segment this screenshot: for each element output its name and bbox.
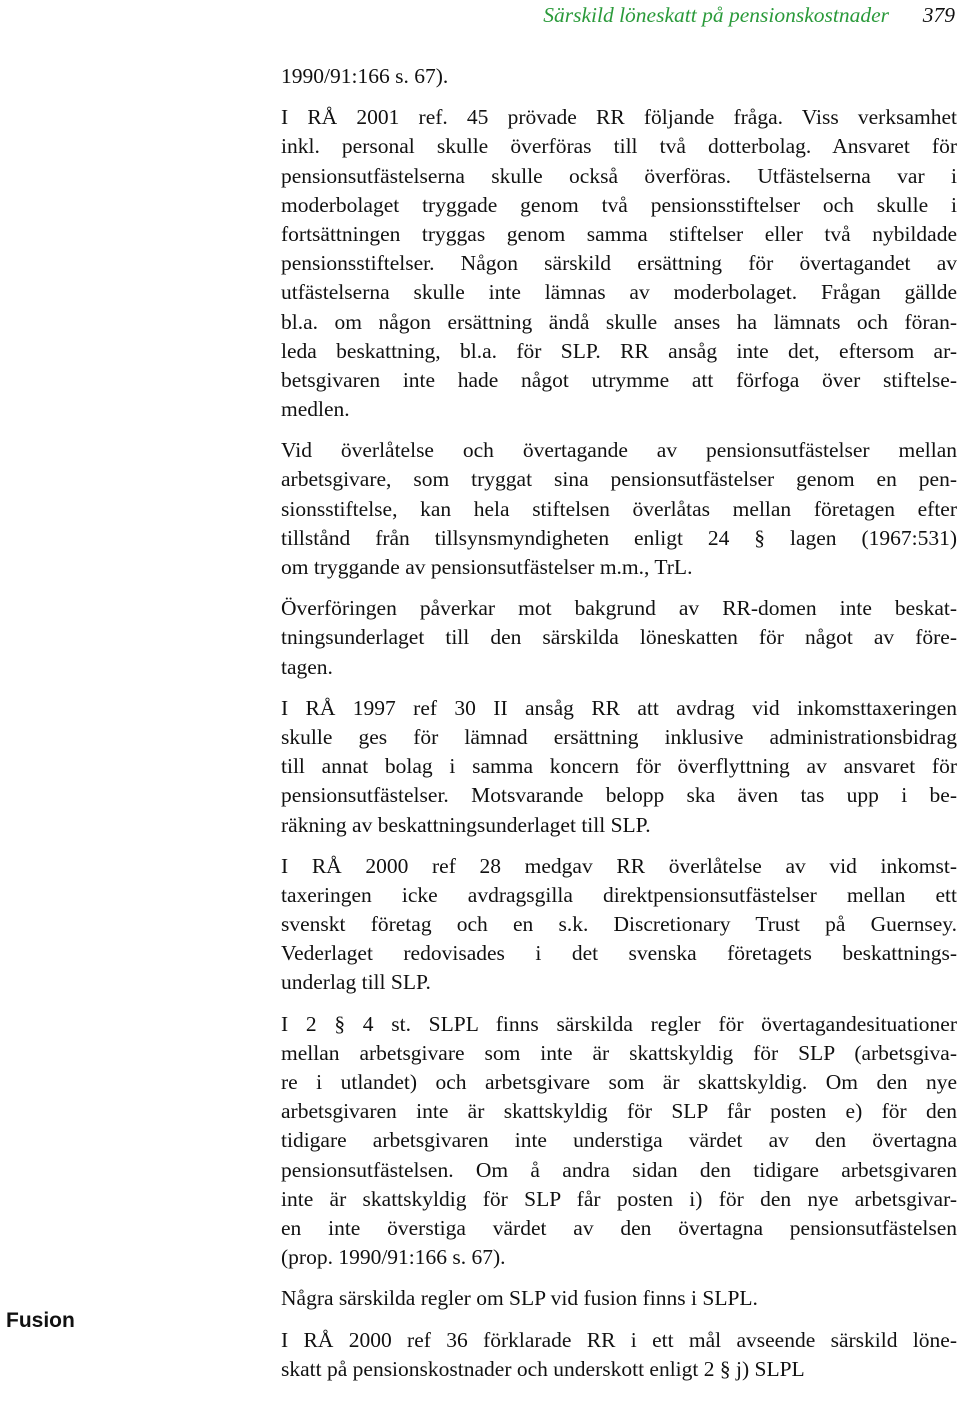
text-line: skulle ges för lämnad ersättning inklusive administrationsbidrag bbox=[281, 724, 957, 749]
text-line: fortsättningen tryggas genom samma stiftelser eller två nybildade bbox=[281, 221, 957, 246]
text-line: I RÅ 2001 ref. 45 prövade RR följande fråga. Viss verksamhet bbox=[281, 105, 957, 130]
text-line: 1990/91:166 s. 67). bbox=[281, 64, 449, 88]
paragraph-gap bbox=[281, 1314, 957, 1326]
text-line: räkning av beskattningsunderlaget till SLP. bbox=[281, 812, 651, 837]
paragraph bbox=[281, 1284, 957, 1313]
text-line: I RÅ 2000 ref 36 förklarade RR i ett mål avseende särskild löne- bbox=[281, 1327, 957, 1352]
text-line: Vid överlåtelse och övertagande av pensionsutfästelser mellan bbox=[281, 438, 957, 463]
text-line: pensionsutfästelser. Motsvarande belopp ska även tas upp i be- bbox=[281, 783, 957, 808]
text-line: taxeringen icke avdragsgilla direktpensionsutfästelser mellan ett bbox=[281, 882, 957, 907]
paragraph-gap bbox=[281, 424, 957, 436]
text-line: I RÅ 2000 ref 28 medgav RR överlåtelse av vid inkomst- bbox=[281, 853, 957, 878]
text-line: om tryggande av pensionsutfästelser m.m., TrL. bbox=[281, 555, 693, 579]
paragraph bbox=[281, 436, 957, 582]
text-line: re i utlandet) och arbetsgivare som är skattskyldig. Om den nye bbox=[281, 1070, 957, 1094]
text-line: tidigare arbetsgivaren inte understiga värdet av den övertagna bbox=[281, 1128, 957, 1153]
text-line: (prop. 1990/91:166 s. 67). bbox=[281, 1245, 506, 1270]
text-line: arbetsgivaren inte är skattskyldig för SLP får posten e) för den bbox=[281, 1099, 957, 1124]
paragraph bbox=[281, 694, 957, 840]
paragraph bbox=[281, 1326, 957, 1384]
paragraph bbox=[281, 594, 957, 682]
paragraph-gap bbox=[281, 582, 957, 594]
paragraph bbox=[281, 1010, 957, 1273]
text-line: skatt på pensionskostnader och underskott enligt 2 § j) SLPL bbox=[281, 1356, 805, 1381]
text-line: tningsunderlaget till den särskilda löneskatten för något av före- bbox=[281, 625, 957, 650]
text-line: I 2 § 4 st. SLPL finns särskilda regler för övertagandesituationer bbox=[281, 1011, 957, 1036]
text-line: leda beskattning, bl.a. för SLP. RR ansåg inte det, eftersom ar- bbox=[281, 338, 957, 363]
body-text bbox=[281, 62, 957, 1384]
paragraph-gap bbox=[281, 1272, 957, 1284]
text-line: pensionsutfästelserna skulle också överföras. Utfästelserna var i bbox=[281, 163, 957, 188]
text-line: inte är skattskyldig för SLP får posten i) för den nye arbetsgivar- bbox=[281, 1186, 957, 1211]
text-line: pensionsutfästelsen. Om å andra sidan den tidigare arbetsgivaren bbox=[281, 1157, 957, 1182]
paragraph bbox=[281, 103, 957, 424]
paragraph-gap bbox=[281, 682, 957, 694]
text-line: medlen. bbox=[281, 397, 350, 422]
text-line: inkl. personal skulle överföras till två dotterbolag. Ansvaret för bbox=[281, 134, 957, 159]
text-line: tillstånd från tillsynsmyndigheten enligt 24 § lagen (1967:531) bbox=[281, 525, 957, 550]
text-line: Överföringen påverkar mot bakgrund av RR-domen inte beskat- bbox=[281, 596, 957, 621]
paragraph-gap bbox=[281, 998, 957, 1010]
text-line: Vederlaget redovisades i det svenska företagets beskattnings- bbox=[281, 941, 957, 966]
text-line: I RÅ 1997 ref 30 II ansåg RR att avdrag vid inkomsttaxeringen bbox=[281, 695, 957, 720]
page-number: 379 bbox=[922, 3, 955, 27]
text-line: mellan arbetsgivare som inte är skattskyldig för SLP (arbetsgiva- bbox=[281, 1040, 957, 1065]
text-line: underlag till SLP. bbox=[281, 970, 431, 995]
text-line: betsgivaren inte hade något utrymme att förfoga över stiftelse- bbox=[281, 367, 957, 392]
text-line: arbetsgivare, som tryggat sina pensionsutfästelser genom en pen- bbox=[281, 467, 957, 492]
paragraph-gap bbox=[281, 840, 957, 852]
text-line: moderbolaget tryggade genom två pensionsstiftelser och skulle i bbox=[281, 192, 957, 217]
text-line: Några särskilda regler om SLP vid fusion finns i SLPL. bbox=[281, 1286, 758, 1311]
margin-heading: Fusion bbox=[6, 1309, 75, 1332]
paragraph bbox=[281, 852, 957, 998]
paragraph-gap bbox=[281, 91, 957, 103]
text-line: bl.a. om någon ersättning ändå skulle anses ha lämnats och föran- bbox=[281, 309, 957, 334]
paragraph bbox=[281, 62, 957, 91]
text-line: svenskt företag och en s.k. Discretionary Trust på Guernsey. bbox=[281, 912, 957, 937]
text-line: en inte överstiga värdet av den övertagna pensionsutfästelsen bbox=[281, 1215, 957, 1240]
running-title: Särskild löneskatt på pensionskostnader bbox=[543, 3, 889, 27]
text-line: tagen. bbox=[281, 654, 333, 679]
text-line: till annat bolag i samma koncern för överflyttning av ansvaret för bbox=[281, 754, 957, 779]
text-line: utfästelserna skulle inte lämnas av moderbolaget. Frågan gällde bbox=[281, 280, 957, 305]
text-line: sionsstiftelse, kan hela stiftelsen överlåtas mellan företagen efter bbox=[281, 496, 957, 521]
running-header bbox=[0, 0, 955, 30]
text-line: pensionsstiftelser. Någon särskild ersättning för övertagandet av bbox=[281, 251, 957, 276]
